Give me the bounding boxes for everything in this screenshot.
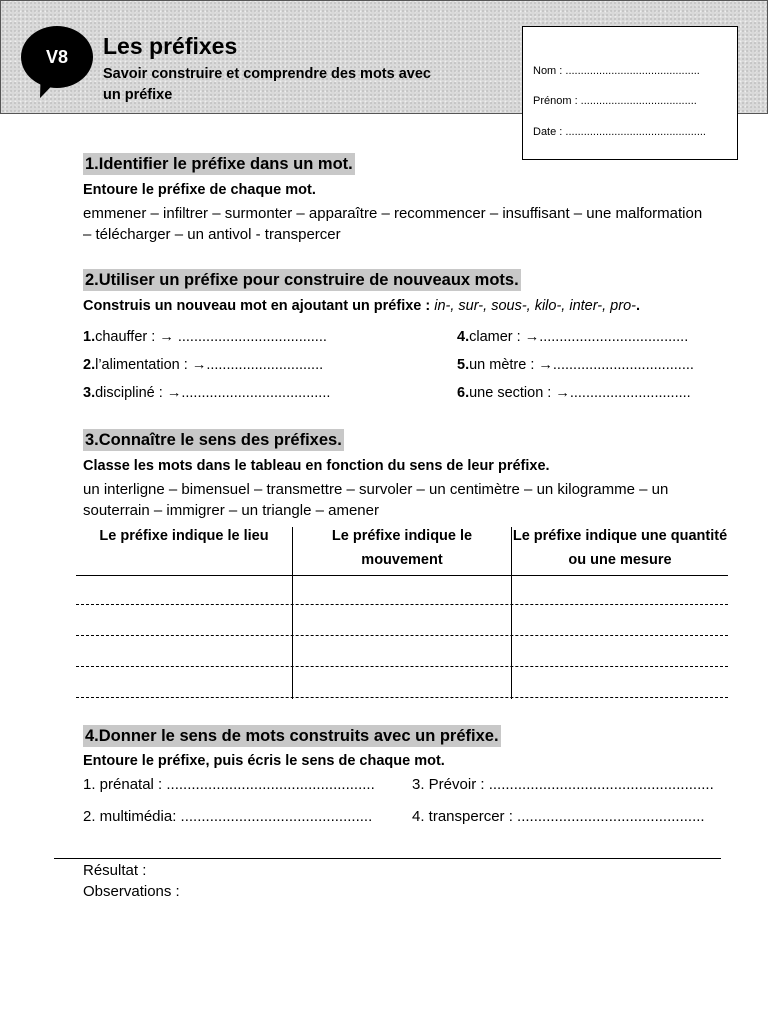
meaning-item-2[interactable]: 2. multimédia: .............................................. xyxy=(83,808,373,825)
table-answer-row[interactable] xyxy=(76,666,728,667)
exercise-item-2[interactable] xyxy=(83,355,323,375)
item-word: chauffer : xyxy=(95,329,160,345)
exercise-item-5[interactable] xyxy=(457,355,694,375)
student-info-box xyxy=(522,26,738,160)
meaning-item-4[interactable]: 4. transpercer : ............................................. xyxy=(412,808,705,825)
column-divider xyxy=(292,527,293,699)
section-1-instruction: Entoure le préfixe de chaque mot. xyxy=(83,182,316,198)
arrow-right-icon: → xyxy=(191,357,207,373)
worksheet-subtitle: Savoir construire et comprendre des mots avec un préfixe xyxy=(103,66,431,103)
item-number: 6. xyxy=(457,385,470,401)
arrow-right-icon: → xyxy=(524,329,540,345)
exercise-item-4[interactable] xyxy=(457,327,688,347)
column-header-lieu: Le préfixe indique le lieu xyxy=(99,528,269,544)
table-answer-row[interactable] xyxy=(76,635,728,636)
item-number: 4. xyxy=(457,329,470,345)
arrow-right-icon: → xyxy=(538,357,553,373)
section-1-word-list: emmener – infiltrer – surmonter – apparaître – recommencer – insuffisant – une malformation – télécharger – un antivol - transpercer xyxy=(83,205,703,243)
column-header-quantite: Le préfixe indique une quantité ou une mesure xyxy=(512,528,728,568)
column-header-mouvement: Le préfixe indique le mouvement xyxy=(331,528,473,568)
answer-blank[interactable]: ................................... xyxy=(552,357,694,373)
item-word: une section : xyxy=(469,385,556,401)
answer-blank[interactable]: .............................. xyxy=(569,385,691,401)
result-label: Résultat : xyxy=(83,862,147,879)
worksheet-title: Les préfixes xyxy=(103,33,238,59)
answer-blank[interactable]: ..................................... xyxy=(539,329,689,345)
instruction-end-dot: . xyxy=(635,298,640,314)
arrow-right-icon: → xyxy=(555,385,570,401)
worksheet-header xyxy=(0,0,768,138)
observations-label: Observations : xyxy=(83,883,180,900)
section-4-instruction: Entoure le préfixe, puis écris le sens de chaque mot. xyxy=(83,753,445,769)
table-answer-row[interactable] xyxy=(76,697,728,698)
exercise-item-6[interactable] xyxy=(457,383,691,403)
section-1-title: 1.Identifier le préfixe dans un mot. xyxy=(85,155,353,173)
firstname-field[interactable]: Prénom : ...................................... xyxy=(533,95,697,107)
answer-blank[interactable]: ............................. xyxy=(206,357,324,373)
item-number: 1. xyxy=(83,329,96,345)
exercise-item-1[interactable] xyxy=(83,327,327,347)
header-divider xyxy=(76,575,728,576)
level-badge: V8 xyxy=(21,26,93,88)
answer-blank[interactable]: ..................................... xyxy=(173,329,327,345)
item-number: 3. xyxy=(83,385,96,401)
date-field[interactable]: Date : .............................................. xyxy=(533,126,706,138)
section-2-instruction xyxy=(83,296,640,316)
arrow-right-icon: → xyxy=(166,385,182,401)
column-divider xyxy=(511,527,512,699)
item-word: discipliné : xyxy=(95,385,167,401)
prefix-list: in-, sur-, sous-, kilo-, inter-, pro- xyxy=(434,298,636,314)
table-answer-row[interactable] xyxy=(76,604,728,605)
item-word: clamer : xyxy=(469,329,525,345)
answer-blank[interactable]: ..................................... xyxy=(181,385,331,401)
item-word: un mètre : xyxy=(469,357,539,373)
section-2-instruction-text: Construis un nouveau mot en ajoutant un préfixe : xyxy=(83,298,431,314)
name-field[interactable]: Nom : ............................................ xyxy=(533,65,700,77)
meaning-item-3[interactable]: 3. Prévoir : ...................................................... xyxy=(412,776,714,793)
section-3-title: 3.Connaître le sens des préfixes. xyxy=(85,431,342,449)
section-2-title: 2.Utiliser un préfixe pour construire de nouveaux mots. xyxy=(85,271,519,289)
exercise-item-3[interactable] xyxy=(83,383,330,403)
footer-divider xyxy=(54,858,721,859)
section-3-word-list: un interligne – bimensuel – transmettre – survoler – un centimètre – un kilogramme – un souterrain – immigrer – un triangle – amener xyxy=(83,481,669,519)
section-3-instruction: Classe les mots dans le tableau en fonction du sens de leur préfixe. xyxy=(83,458,550,474)
section-4-title: 4.Donner le sens de mots construits avec un préfixe. xyxy=(85,727,499,745)
arrow-right-icon: → xyxy=(159,329,174,345)
item-word: l’alimentation : xyxy=(95,357,192,373)
meaning-item-1[interactable]: 1. prénatal : .................................................. xyxy=(83,776,375,793)
item-number: 2. xyxy=(83,357,96,373)
item-number: 5. xyxy=(457,357,470,373)
